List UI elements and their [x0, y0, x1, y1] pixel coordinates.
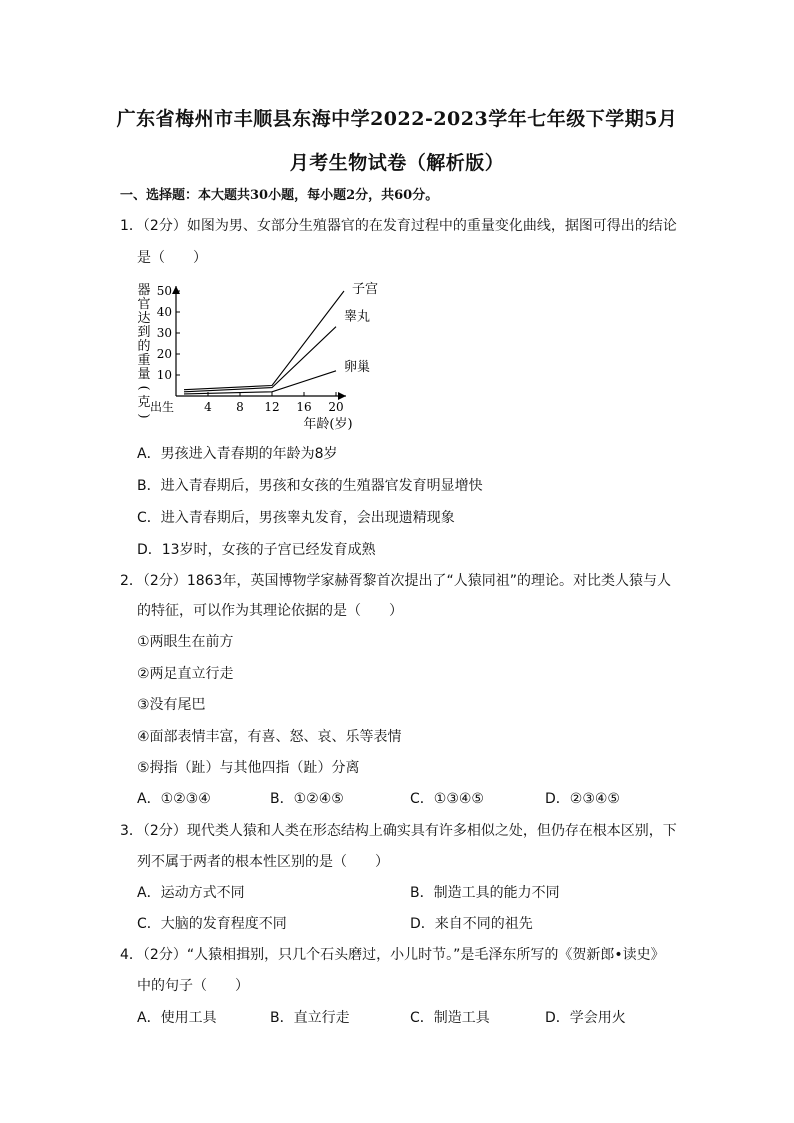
- y-tick-label: 20: [156, 347, 172, 361]
- x-tick-label: 8: [236, 400, 244, 414]
- exam-title-line1: 广东省梅州市丰顺县东海中学2022-2023学年七年级下学期5月: [116, 108, 678, 130]
- x-tick-label: 4: [204, 400, 212, 414]
- q2-item-5: ⑤拇指（趾）与其他四指（趾）分离: [137, 760, 360, 776]
- series-label-1: 子宫: [352, 282, 379, 297]
- y-axis-label-char: 的: [137, 339, 151, 354]
- q2-option-a[interactable]: A．①②③④: [137, 791, 211, 807]
- q1-stem-2: 是（ ）: [137, 250, 207, 266]
- series-line-1: [184, 291, 344, 390]
- q3-option-d[interactable]: D．来自不同的祖先: [410, 916, 533, 932]
- q3-option-b[interactable]: B．制造工具的能力不同: [410, 885, 560, 901]
- y-axis-label-char: 到: [137, 325, 151, 340]
- y-axis-label-char: ): [136, 413, 151, 419]
- q2-item-1: ①两眼生在前方: [137, 634, 234, 650]
- q1-stem-1: 1．（2分）如图为男、女部分生殖器官的在发育过程中的重量变化曲线，据图可得出的结论: [120, 218, 677, 234]
- q1-growth-chart: [130, 278, 379, 434]
- series-label-3: 卵巢: [344, 359, 371, 375]
- y-axis-arrow: [172, 286, 180, 294]
- q2-item-3: ③没有尾巴: [137, 697, 206, 713]
- q1-option-c[interactable]: C．进入青春期后，男孩睾丸发育，会出现遗精现象: [137, 510, 455, 526]
- q3-stem-1: 3．（2分）现代类人猿和人类在形态结构上确实具有许多相似之处，但仍存在根本区别，下: [120, 823, 677, 839]
- exam-title-line2: 月考生物试卷（解析版）: [289, 152, 505, 174]
- q2-stem-1: 2．（2分）1863年，英国博物学家赫胥黎首次提出了“人猿同祖”的理论。对比类人猿与人: [120, 573, 671, 589]
- y-tick-label: 10: [156, 368, 172, 382]
- q4-option-c[interactable]: C．制造工具: [410, 1010, 490, 1026]
- q2-option-b[interactable]: B．①②④⑤: [270, 791, 344, 807]
- y-tick-label: 30: [156, 326, 172, 340]
- y-axis-label-char: (: [136, 385, 151, 391]
- y-axis-label-char: 达: [137, 311, 151, 326]
- q3-stem-2: 列不属于两者的根本性区别的是（ ）: [137, 854, 389, 870]
- q4-stem-1: 4．（2分）“人猿相揖别，只几个石头磨过，小儿时节。”是毛泽东所写的《贺新郎•读史》: [120, 947, 665, 963]
- x-tick-label: 出生: [149, 400, 174, 414]
- y-axis-label-char: 克: [137, 395, 151, 410]
- q3-option-c[interactable]: C．大脑的发育程度不同: [137, 916, 287, 932]
- section-heading: 一、选择题：本大题共30小题，每小题2分，共60分。: [120, 188, 439, 203]
- q1-option-a[interactable]: A．男孩进入青春期的年龄为8岁: [137, 446, 338, 462]
- y-axis-label-char: 量: [137, 367, 151, 382]
- y-axis-label-char: 重: [137, 353, 151, 368]
- series-line-2: [184, 327, 336, 392]
- q1-option-d[interactable]: D．13岁时，女孩的子宫已经发育成熟: [137, 542, 376, 558]
- y-axis-label-char: 器: [137, 283, 151, 298]
- x-tick-label: 16: [296, 400, 312, 414]
- q2-stem-2: 的特征，可以作为其理论依据的是（ ）: [137, 603, 403, 619]
- y-tick-label: 50: [156, 284, 172, 298]
- q1-option-b[interactable]: B．进入青春期后，男孩和女孩的生殖器官发育明显增快: [137, 478, 483, 494]
- q2-option-c[interactable]: C．①③④⑤: [410, 791, 484, 807]
- x-tick-label: 12: [264, 400, 280, 414]
- y-axis-label-char: 官: [137, 297, 151, 312]
- q4-option-a[interactable]: A．使用工具: [137, 1010, 217, 1026]
- q4-stem-2: 中的句子（ ）: [137, 978, 249, 994]
- q2-item-4: ④面部表情丰富，有喜、怒、哀、乐等表情: [137, 729, 402, 745]
- q2-item-2: ②两足直立行走: [137, 666, 234, 682]
- q2-option-d[interactable]: D．②③④⑤: [545, 791, 620, 807]
- series-label-2: 睾丸: [344, 309, 371, 325]
- q3-option-a[interactable]: A．运动方式不同: [137, 885, 245, 901]
- y-tick-label: 40: [156, 305, 172, 319]
- x-tick-label: 20: [328, 400, 344, 414]
- x-axis-label: 年龄(岁): [303, 417, 353, 432]
- x-axis-arrow: [338, 392, 346, 400]
- q4-option-d[interactable]: D．学会用火: [545, 1010, 626, 1026]
- q4-option-b[interactable]: B．直立行走: [270, 1010, 350, 1026]
